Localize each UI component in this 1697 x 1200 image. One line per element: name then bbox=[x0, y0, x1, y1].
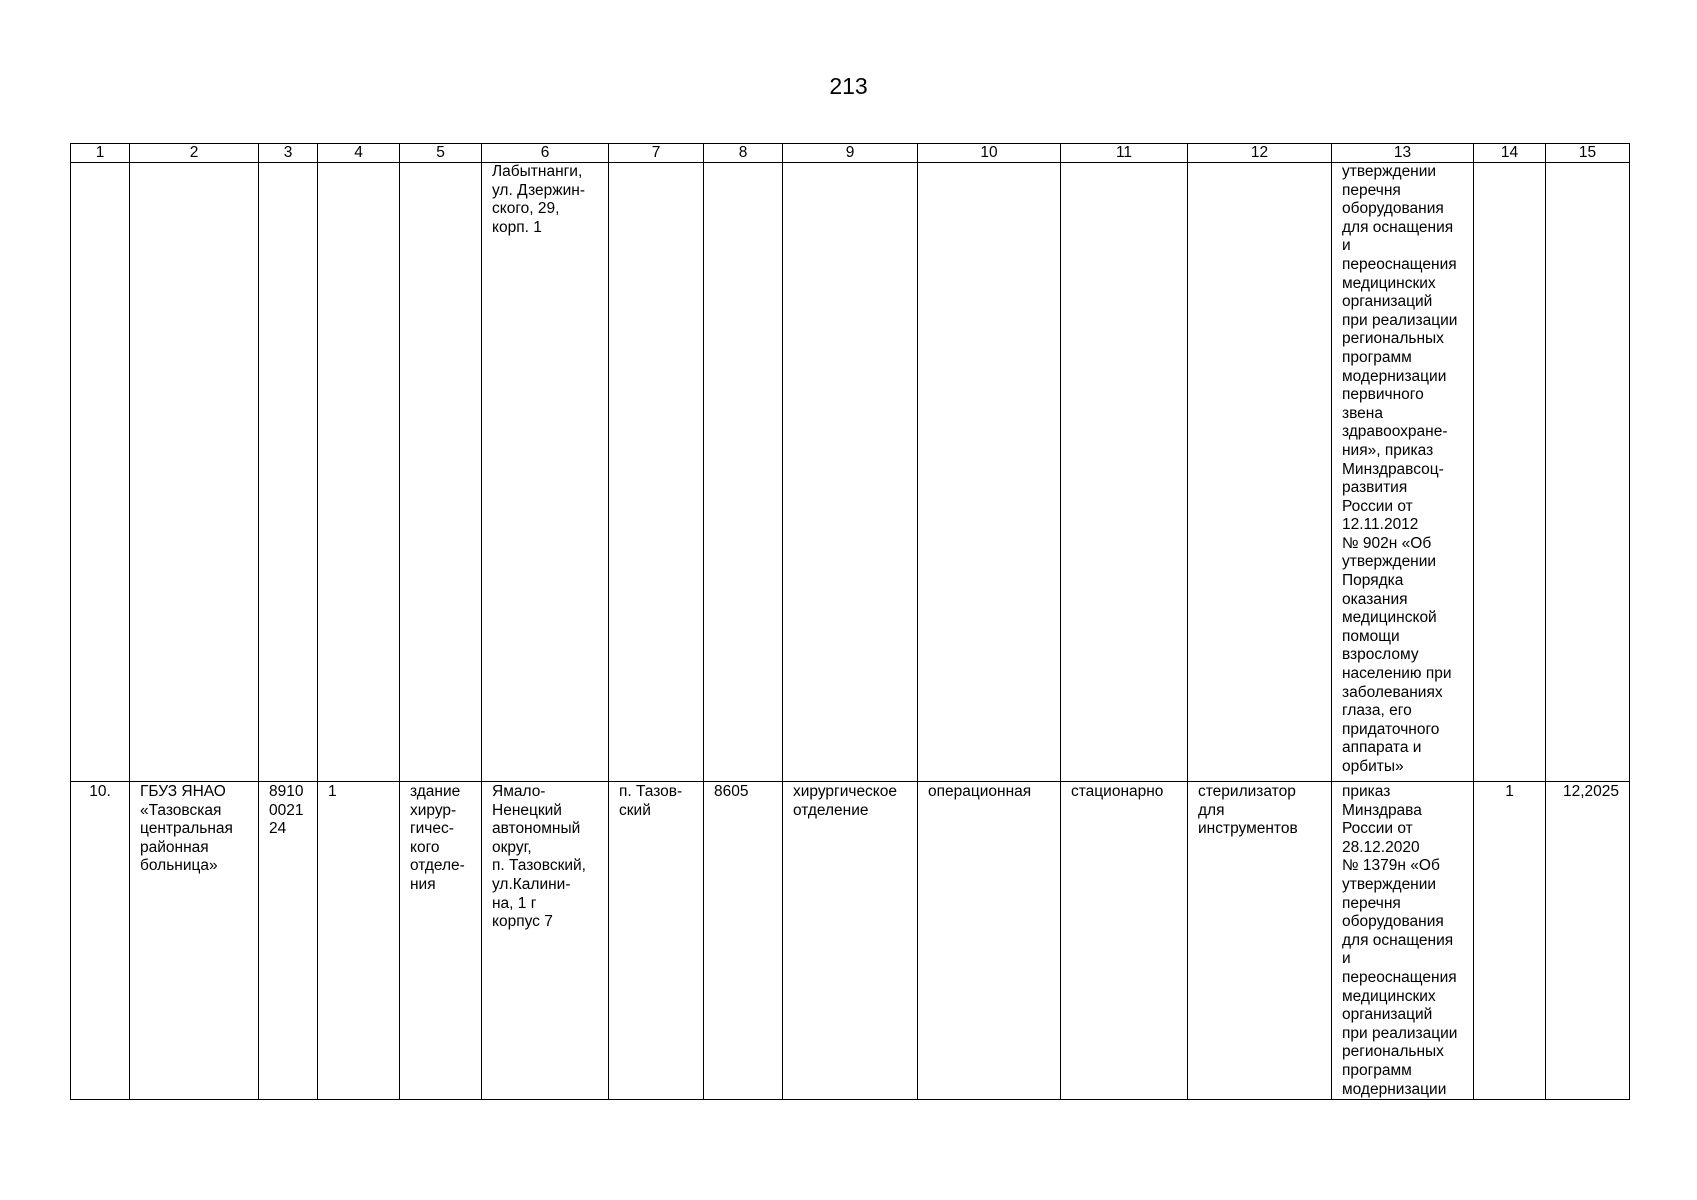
table-cell bbox=[783, 163, 918, 782]
column-number: 7 bbox=[609, 144, 704, 163]
column-number: 13 bbox=[1332, 144, 1474, 163]
table-cell bbox=[609, 163, 704, 782]
column-number: 2 bbox=[130, 144, 259, 163]
table-cell: 1 bbox=[1474, 782, 1546, 1100]
page-number: 213 bbox=[829, 73, 868, 99]
table-cell bbox=[1188, 163, 1332, 782]
table-cell bbox=[1474, 163, 1546, 782]
column-number: 6 bbox=[482, 144, 609, 163]
column-number: 5 bbox=[400, 144, 482, 163]
table-cell: 8910 0021 24 bbox=[259, 782, 318, 1100]
table-cell: ГБУЗ ЯНАО «Тазовская центральная районная больница» bbox=[130, 782, 259, 1100]
column-number: 9 bbox=[783, 144, 918, 163]
table-cell bbox=[704, 163, 783, 782]
column-number: 3 bbox=[259, 144, 318, 163]
column-number: 12 bbox=[1188, 144, 1332, 163]
table-cell: 10. bbox=[71, 782, 130, 1100]
table-cell bbox=[1546, 163, 1630, 782]
table-cell: 12,2025 bbox=[1546, 782, 1630, 1100]
column-number: 10 bbox=[918, 144, 1061, 163]
table-cell bbox=[71, 163, 130, 782]
column-number: 14 bbox=[1474, 144, 1546, 163]
table-cell: здание хирур- гичес- кого отделе- ния bbox=[400, 782, 482, 1100]
table-cell: утверждении перечня оборудования для оснащения и переоснащения медицинских организаций при реализации региональных программ модернизации первичного звена здравоохране- ния», приказ Минздравсоц- развития России от 12.11.2012 № 902н «Об утверждении Порядка оказания медицинской помощи взрослому населению при заболеваниях глаза, его придаточного аппарата и орбиты» bbox=[1332, 163, 1474, 782]
table-cell bbox=[130, 163, 259, 782]
table-cell: 1 bbox=[318, 782, 400, 1100]
table-cell: стерилизатор для инструментов bbox=[1188, 782, 1332, 1100]
table-cell: стационарно bbox=[1061, 782, 1188, 1100]
table-cell bbox=[1061, 163, 1188, 782]
table-cell: п. Тазов- ский bbox=[609, 782, 704, 1100]
column-number-row bbox=[71, 144, 1630, 163]
table-cell bbox=[918, 163, 1061, 782]
table-cell bbox=[400, 163, 482, 782]
table-cell: хирургическое отделение bbox=[783, 782, 918, 1100]
table-row bbox=[71, 782, 1630, 1100]
column-number: 1 bbox=[71, 144, 130, 163]
table-cell: Лабытнанги, ул. Дзержин- ского, 29, корп. 1 bbox=[482, 163, 609, 782]
column-number: 4 bbox=[318, 144, 400, 163]
column-number: 11 bbox=[1061, 144, 1188, 163]
table-cell bbox=[318, 163, 400, 782]
table-cell bbox=[259, 163, 318, 782]
equipment-table bbox=[70, 143, 1630, 1100]
table-cell: приказ Минздрава России от 28.12.2020 № 1379н «Об утверждении перечня оборудования для оснащения и переоснащения медицинских организаций при реализации региональных программ модернизации bbox=[1332, 782, 1474, 1100]
table-cell: операционная bbox=[918, 782, 1061, 1100]
table-cell: 8605 bbox=[704, 782, 783, 1100]
column-number: 8 bbox=[704, 144, 783, 163]
table-cell: Ямало- Ненецкий автономный округ, п. Тазовский, ул.Калини- на, 1 г корпус 7 bbox=[482, 782, 609, 1100]
column-number: 15 bbox=[1546, 144, 1630, 163]
table-row bbox=[71, 163, 1630, 782]
